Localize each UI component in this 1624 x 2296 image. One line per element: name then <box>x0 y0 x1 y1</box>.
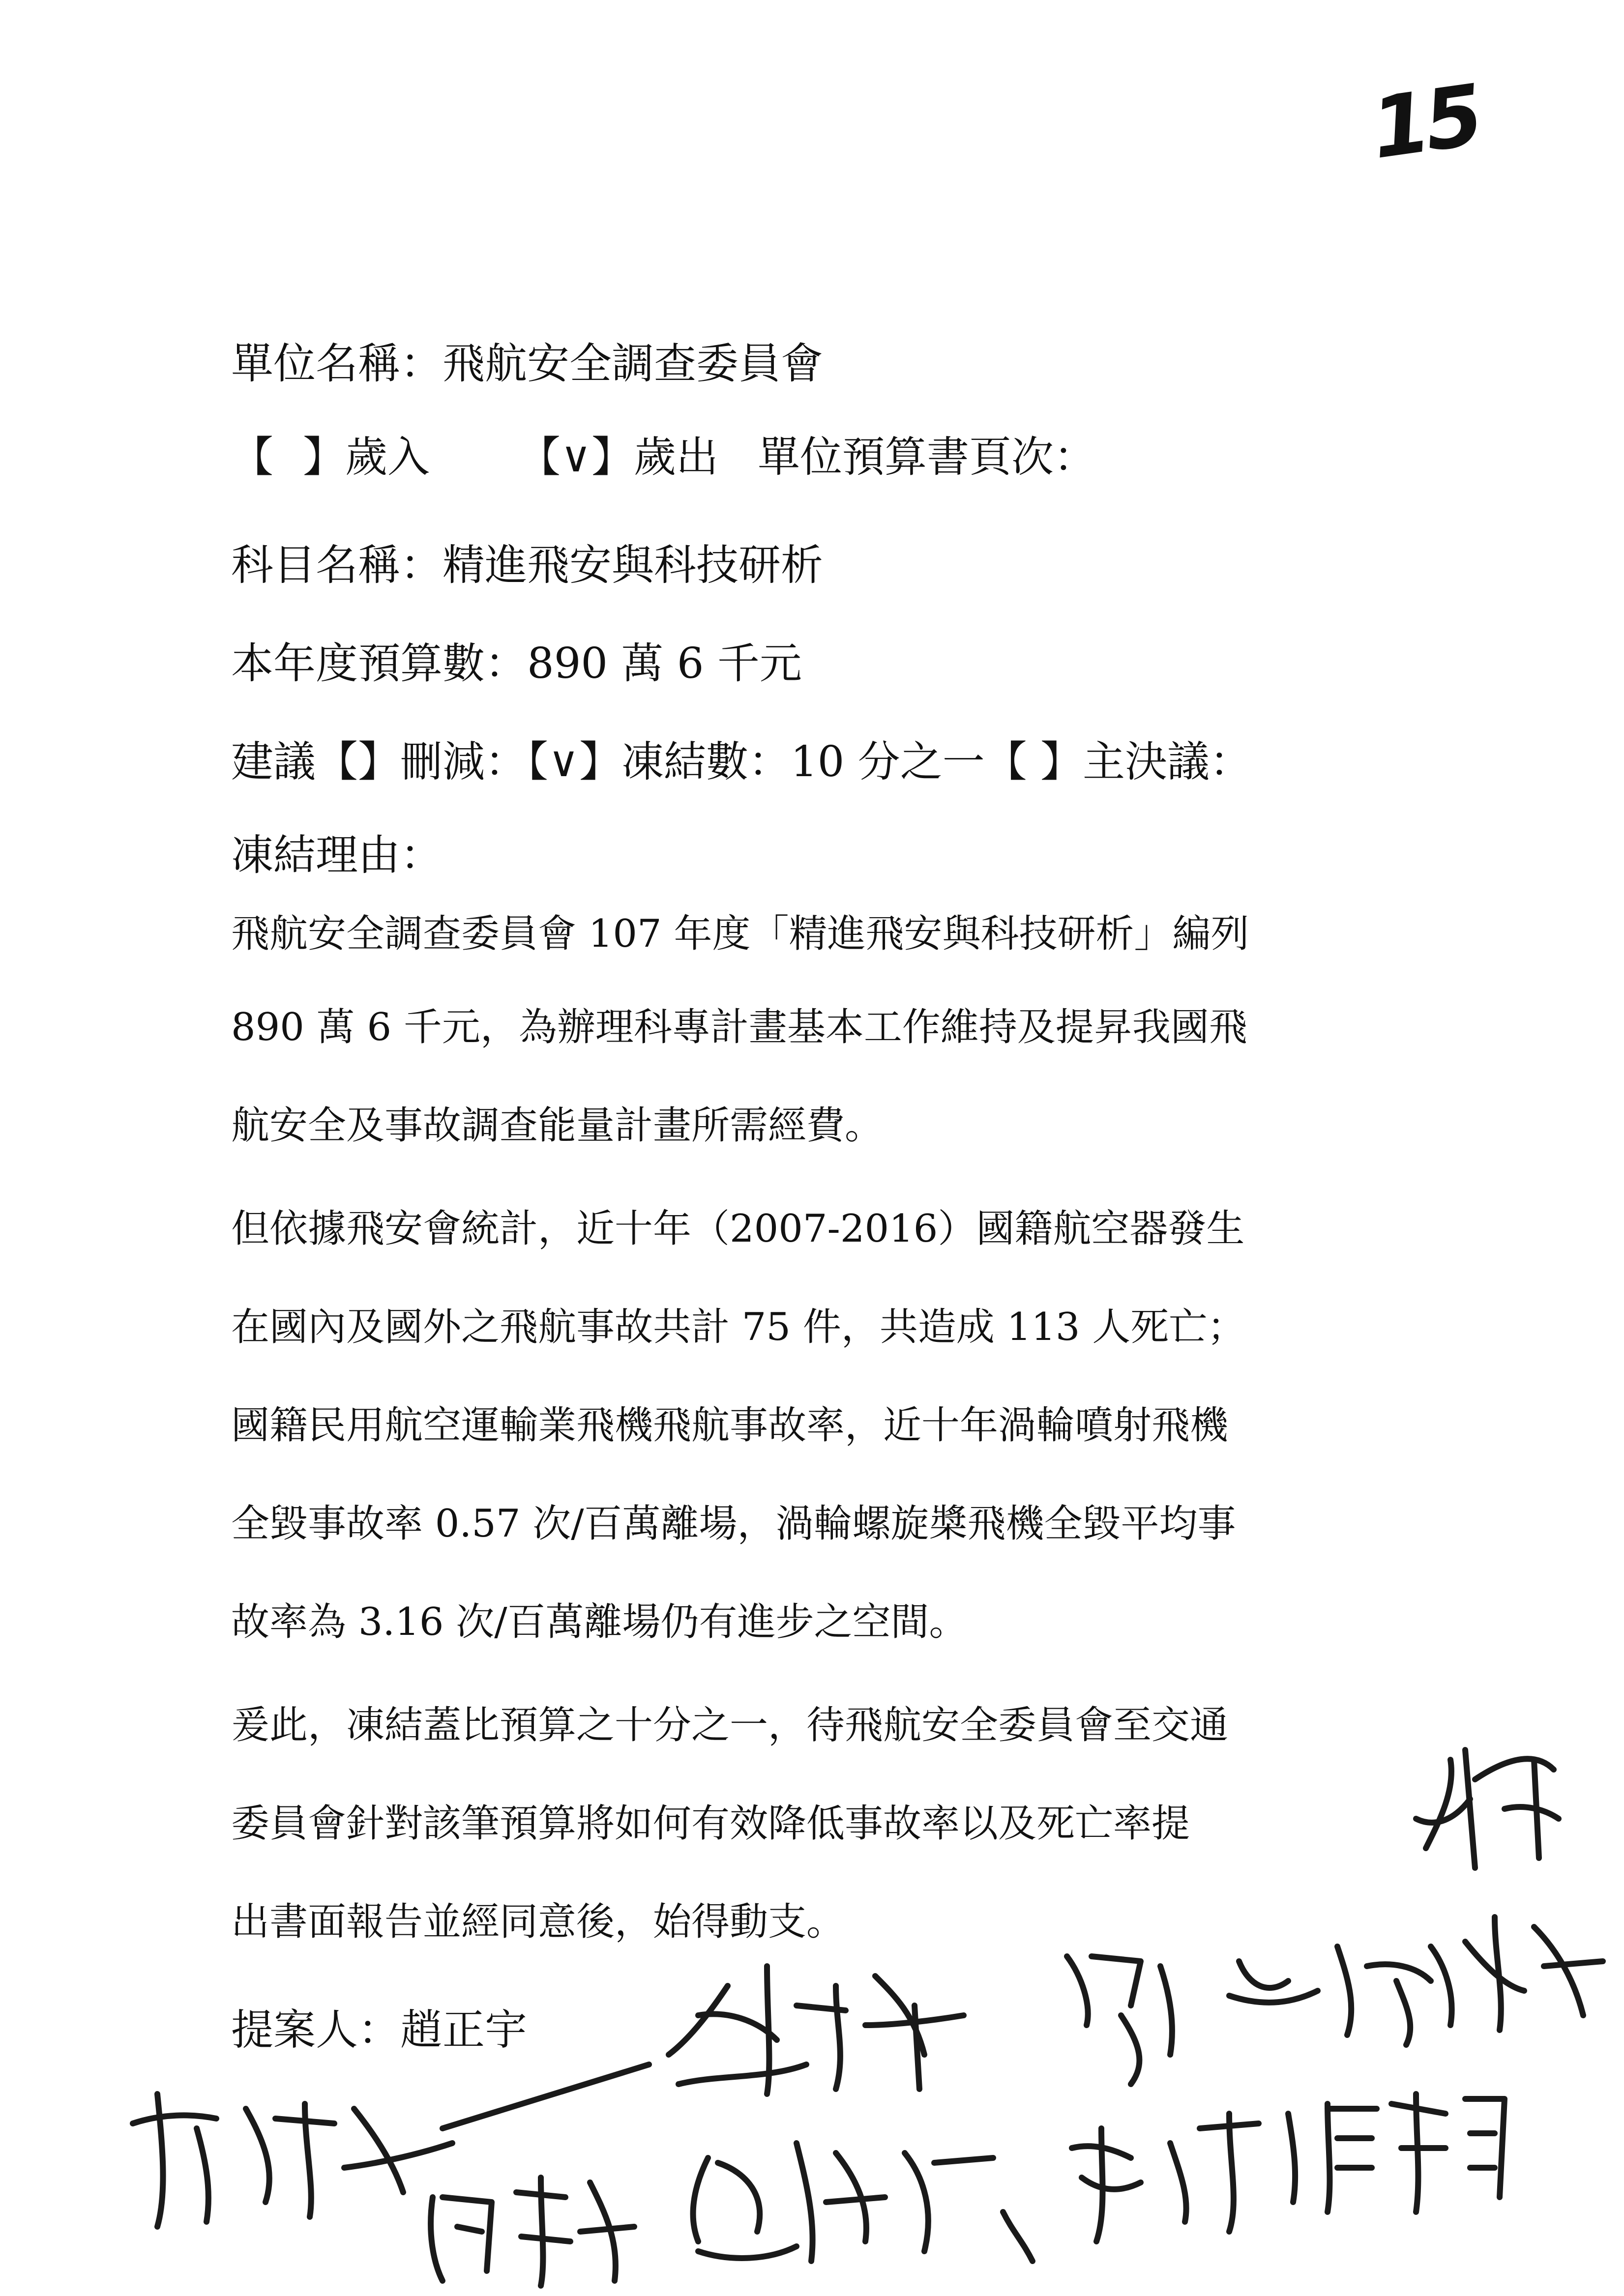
subject-name: 精進飛安與科技研析 <box>443 541 823 590</box>
reason-paragraph-2-line-1: 但依據飛安會統計，近十年（2007-2016）國籍航空器發生 <box>231 1207 1245 1251</box>
signature-1 <box>1416 1750 1559 1868</box>
signature-9 <box>1072 2094 1505 2241</box>
signature-5 <box>1431 1917 1603 2030</box>
reason-paragraph-2-line-2: 在國內及國外之飛航事故共計 75 件，共造成 113 人死亡； <box>231 1305 1246 1349</box>
proposer-name: 趙正宇 <box>400 2005 527 2055</box>
signature-3 <box>1067 1956 1172 2084</box>
signature-4 <box>1229 1947 1431 2045</box>
subject-label: 科目名稱： <box>231 541 443 590</box>
proposal-line: 建議【】刪減：【∨】凍結數：10 分之一【 】主決議： <box>231 737 1252 786</box>
reason-paragraph-1-line-1: 飛航安全調查委員會 107 年度「精進飛安與科技研析」編列 <box>231 912 1249 956</box>
reason-paragraph-1-line-3: 航安全及事故調查能量計畫所需經費。 <box>231 1104 884 1148</box>
budget-amount: 890 萬 6 千元 <box>527 639 802 688</box>
page-number: 15 <box>1365 66 1485 178</box>
page-ref-label: 單位預算書頁次： <box>757 433 1096 482</box>
expenditure-label: 歲出 <box>633 433 718 482</box>
expenditure-bracket-close: 】 <box>591 433 634 482</box>
expenditure-checkbox: ∨ <box>561 433 591 482</box>
revenue-label: 歲入 <box>345 433 430 482</box>
reason-paragraph-3-line-2: 委員會針對該筆預算將如何有效降低事故率以及死亡率提 <box>231 1802 1190 1846</box>
expenditure-bracket-open: 【 <box>518 433 561 482</box>
revenue-bracket-close: 】 <box>303 433 345 482</box>
signature-6 <box>133 2064 649 2227</box>
revenue-bracket-open: 【 <box>231 433 273 482</box>
reason-paragraph-2-line-4: 全毀事故率 0.57 次/百萬離場，渦輪螺旋槳飛機全毀平均事 <box>231 1502 1236 1546</box>
reason-paragraph-3-line-1: 爰此，凍結蓋比預算之十分之一，待飛航安全委員會至交通 <box>231 1703 1229 1747</box>
unit-label: 單位名稱： <box>231 339 443 388</box>
reason-paragraph-2-line-3: 國籍民用航空運輸業飛機飛航事故率，近十年渦輪噴射飛機 <box>231 1403 1229 1448</box>
reason-paragraph-2-line-5: 故率為 3.16 次/百萬離場仍有進步之空間。 <box>231 1600 968 1644</box>
budget-label: 本年度預算數： <box>231 639 527 688</box>
signature-7 <box>431 2178 634 2286</box>
reason-paragraph-3-line-3: 出書面報告並經同意後，始得動支。 <box>231 1900 845 1944</box>
proposer-label: 提案人： <box>231 2005 400 2055</box>
reason-paragraph-1-line-2: 890 萬 6 千元，為辦理科專計畫基本工作維持及提昇我國飛 <box>231 1005 1247 1049</box>
signature-8 <box>693 2143 1033 2261</box>
reason-label: 凍結理由： <box>231 831 443 880</box>
signature-2 <box>669 1966 964 2094</box>
unit-name: 飛航安全調查委員會 <box>443 339 823 388</box>
